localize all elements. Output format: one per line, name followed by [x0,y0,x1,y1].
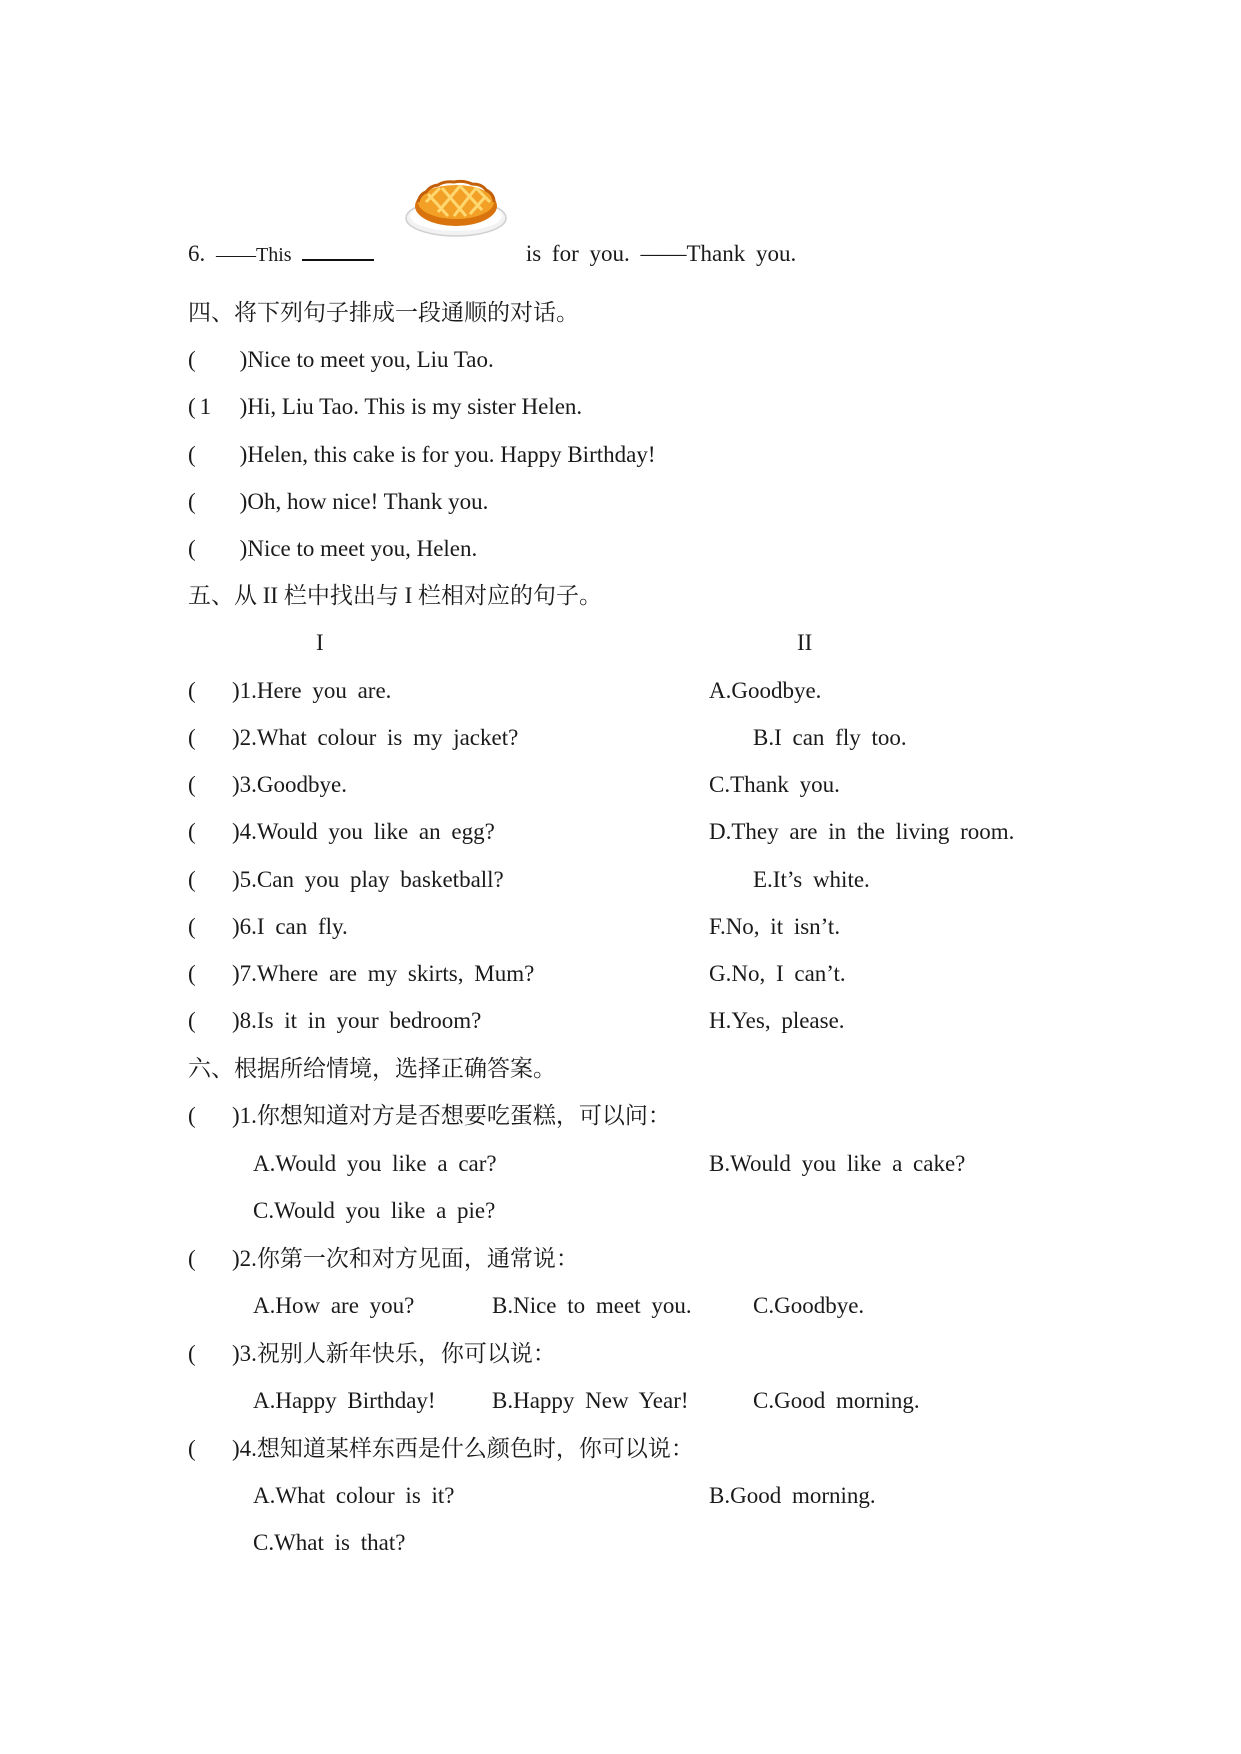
s5-right-6: F.No, it isn’t. [709,914,841,939]
answer-blank[interactable] [302,241,374,261]
q6-thank-you: ——Thank you. [640,241,797,266]
pie-picture [404,172,508,238]
column-2-header: II [797,630,813,655]
s5-left-2: ( )2.What colour is my jacket? [188,725,519,750]
s6-q4-option-a: A.What colour is it? [253,1483,455,1508]
sentence: )Hi, Liu Tao. This is my sister Helen. [239,394,583,419]
paren-open: ( [188,347,196,372]
s5-left-1: ( )1.Here you are. [188,678,392,703]
s6-q2-prompt: ( )2.你第一次和对方见面，通常说： [188,1246,579,1271]
s4-item-1 [188,346,494,374]
s5-left-6: ( )6.I can fly. [188,914,348,939]
s5-right-3: C.Thank you. [709,772,840,797]
paren-open: ( [188,394,196,419]
s6-q3-option-a: A.Happy Birthday! [253,1388,436,1413]
q6-dash-this: ——This [216,244,292,266]
s6-q1-option-a: A.Would you like a car? [253,1151,497,1176]
s6-q1-option-b: B.Would you like a cake? [709,1151,966,1176]
s5-right-5: E.It’s white. [753,867,870,892]
paren-open: ( [188,536,196,561]
sentence: )Oh, how nice! Thank you. [239,489,489,514]
s5-left-7: ( )7.Where are my skirts, Mum? [188,961,535,986]
paren-open: ( [188,442,196,467]
s6-q3-option-c: C.Good morning. [753,1388,920,1413]
s5-left-3: ( )3.Goodbye. [188,772,347,797]
s5-left-4: ( )4.Would you like an egg? [188,819,495,844]
s4-item-3 [188,441,655,469]
s6-q2-option-a: A.How are you? [253,1293,415,1318]
sentence: )Nice to meet you, Liu Tao. [239,347,494,372]
s5-right-1: A.Goodbye. [709,678,822,703]
section-6-heading: 六、根据所给情境，选择正确答案。 [188,1056,556,1081]
sentence: )Helen, this cake is for you. Happy Birthday! [239,442,656,467]
s5-right-7: G.No, I can’t. [709,961,846,986]
s6-q3-option-b: B.Happy New Year! [492,1388,689,1413]
sentence: )Nice to meet you, Helen. [239,536,478,561]
s6-q2-option-c: C.Goodbye. [753,1293,865,1318]
q6-text: is for you. [525,241,630,266]
answer-slot[interactable]: 1 [199,394,212,419]
question-6 [188,240,796,269]
s6-q4-prompt: ( )4.想知道某样东西是什么颜色时，你可以说： [188,1436,694,1461]
s4-item-4 [188,488,488,516]
s4-item-5 [188,535,477,563]
s6-q3-prompt: ( )3.祝别人新年快乐，你可以说： [188,1341,556,1366]
section-4-heading: 四、将下列句子排成一段通顺的对话。 [188,300,579,325]
s4-item-2 [188,393,582,421]
s6-q1-option-c: C.Would you like a pie? [253,1198,496,1223]
s6-q2-option-b: B.Nice to meet you. [492,1293,692,1318]
s5-right-4: D.They are in the living room. [709,819,1015,844]
s5-right-8: H.Yes, please. [709,1008,845,1033]
s5-left-5: ( )5.Can you play basketball? [188,867,504,892]
s5-left-8: ( )8.Is it in your bedroom? [188,1008,482,1033]
s6-q1-prompt: ( )1.你想知道对方是否想要吃蛋糕，可以问： [188,1103,671,1128]
s6-q4-option-b: B.Good morning. [709,1483,876,1508]
s6-q4-option-c: C.What is that? [253,1530,406,1555]
s5-right-2: B.I can fly too. [753,725,907,750]
q6-number: 6. [188,241,206,266]
column-1-header: I [316,630,324,655]
paren-open: ( [188,489,196,514]
section-5-heading: 五、从 II 栏中找出与 I 栏相对应的句子。 [188,583,602,608]
